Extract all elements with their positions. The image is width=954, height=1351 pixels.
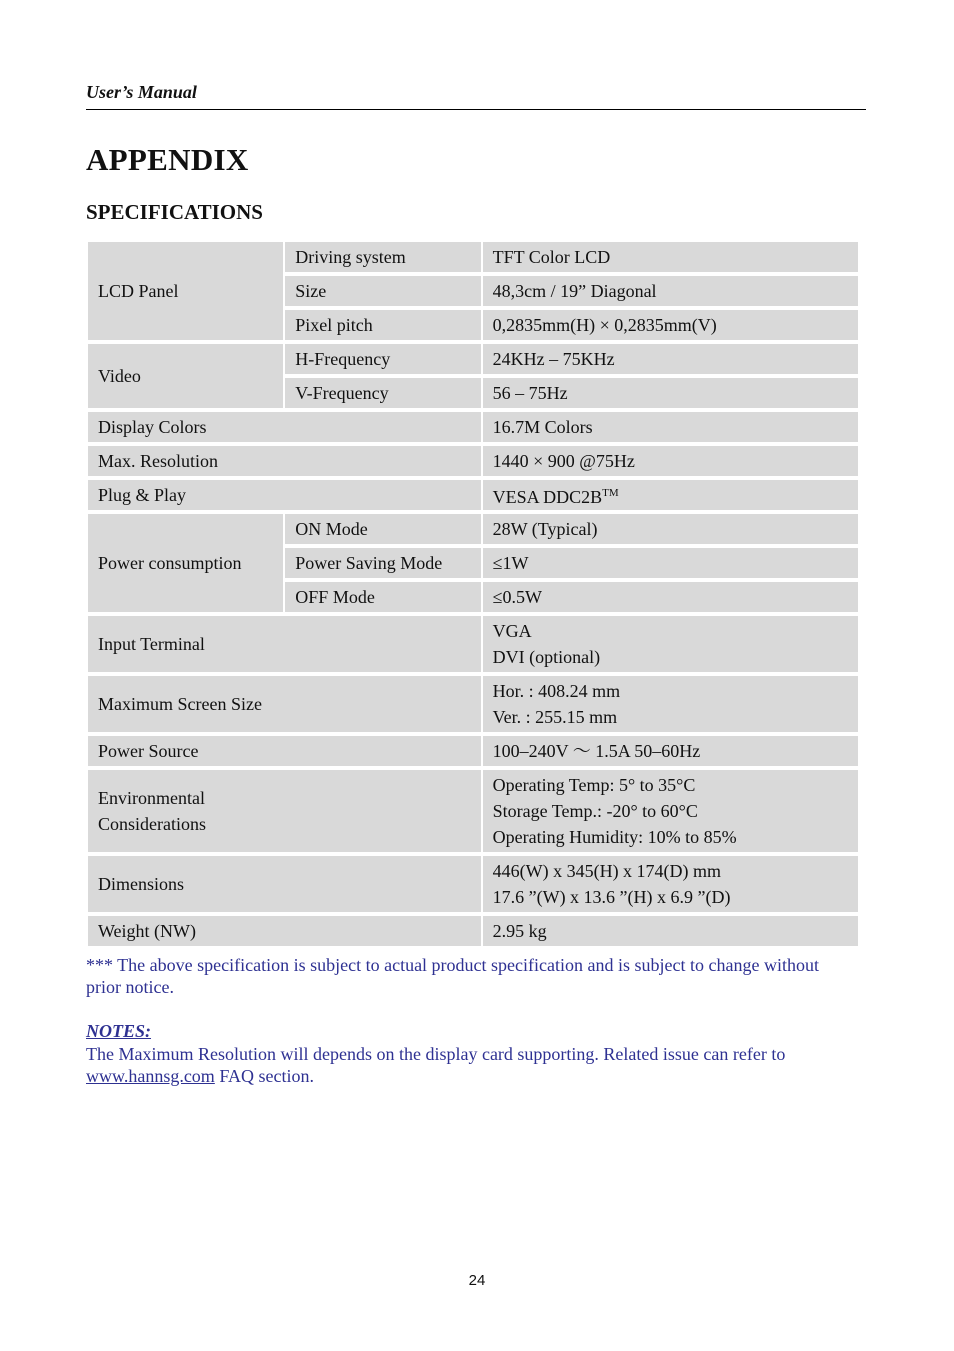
spec-category (88, 770, 481, 852)
header-title: User’s Manual (86, 82, 197, 102)
spec-category-line: Environmental (98, 788, 205, 808)
spec-category: Display Colors (88, 412, 481, 442)
spec-value (483, 770, 858, 852)
spec-value (483, 856, 858, 912)
spec-category: Maximum Screen Size (88, 676, 481, 732)
table-row (88, 916, 858, 946)
table-row (88, 616, 858, 672)
spec-value-line: 446(W) x 345(H) x 174(D) mm (492, 861, 722, 881)
spec-category: Video (88, 344, 283, 408)
spec-value-line: Storage Temp.: -20° to 60°C (492, 801, 698, 821)
spec-value-line: Hor. : 408.24 mm (492, 681, 621, 701)
table-row (88, 480, 858, 510)
spec-value: 0,2835mm(H) × 0,2835mm(V) (483, 310, 858, 340)
spec-category: Weight (NW) (88, 916, 481, 946)
spec-value-line: Operating Humidity: 10% to 85% (492, 827, 737, 847)
page-number: 24 (468, 1272, 486, 1289)
spec-category: Max. Resolution (88, 446, 481, 476)
notes-text: The Maximum Resolution will depends on the display card supporting. Related issue can refer to (86, 1044, 786, 1064)
spec-value: 24KHz – 75KHz (483, 344, 858, 374)
spec-name: ON Mode (285, 514, 480, 544)
spec-value-text: VESA DDC2B (492, 487, 603, 507)
spec-name: Pixel pitch (285, 310, 480, 340)
spec-name: Driving system (285, 242, 480, 272)
notes-text-end: FAQ section. (214, 1066, 314, 1086)
spec-value (483, 480, 858, 510)
spec-category-line: Considerations (98, 814, 206, 834)
website-link[interactable]: www.hannsg.com (86, 1066, 215, 1086)
table-row (88, 514, 858, 544)
table-row (88, 770, 858, 852)
table-row (88, 676, 858, 732)
section-title: SPECIFICATIONS (86, 200, 263, 224)
table-row (88, 344, 858, 374)
page-title: APPENDIX (86, 142, 249, 177)
spec-name: OFF Mode (285, 582, 480, 612)
spec-category: Power Source (88, 736, 481, 766)
spec-value: 100–240V ～ 1.5A 50–60Hz (483, 736, 858, 766)
spec-value-line: Ver. : 255.15 mm (492, 707, 618, 727)
spec-value (483, 676, 858, 732)
spec-name: Power Saving Mode (285, 548, 480, 578)
table-row (88, 446, 858, 476)
spec-name: Size (285, 276, 480, 306)
spec-name: H-Frequency (285, 344, 480, 374)
spec-value (483, 616, 858, 672)
trademark-superscript: TM (602, 487, 619, 499)
spec-name: V-Frequency (285, 378, 480, 408)
table-row (88, 412, 858, 442)
spec-value: 48,3cm / 19” Diagonal (483, 276, 858, 306)
spec-value: ≤0.5W (483, 582, 858, 612)
spec-value-line: Operating Temp: 5° to 35°C (492, 775, 696, 795)
table-row (88, 736, 858, 766)
spec-value: ≤1W (483, 548, 858, 578)
spec-value: 16.7M Colors (483, 412, 858, 442)
spec-value: 1440 × 900 @75Hz (483, 446, 858, 476)
spec-value: 28W (Typical) (483, 514, 858, 544)
spec-category: Dimensions (88, 856, 481, 912)
notes-body (86, 1043, 856, 1087)
spec-value: 2.95 kg (483, 916, 858, 946)
spec-category: Power consumption (88, 514, 283, 612)
spec-category: Plug & Play (88, 480, 481, 510)
specifications-table (86, 238, 860, 950)
notes-title: NOTES: (86, 1021, 152, 1041)
spec-value-line: VGA (492, 621, 532, 641)
spec-value-line: 17.6 ”(W) x 13.6 ”(H) x 6.9 ”(D) (492, 887, 731, 907)
footnote: *** The above specification is subject to actual product specification and is subject to change without prior notice. (86, 955, 819, 997)
spec-value-line: DVI (optional) (492, 647, 601, 667)
spec-value: TFT Color LCD (483, 242, 858, 272)
spec-value: 56 – 75Hz (483, 378, 858, 408)
spec-category: Input Terminal (88, 616, 481, 672)
spec-category: LCD Panel (88, 242, 283, 340)
table-row (88, 856, 858, 912)
table-row (88, 242, 858, 272)
page-header (86, 80, 866, 110)
